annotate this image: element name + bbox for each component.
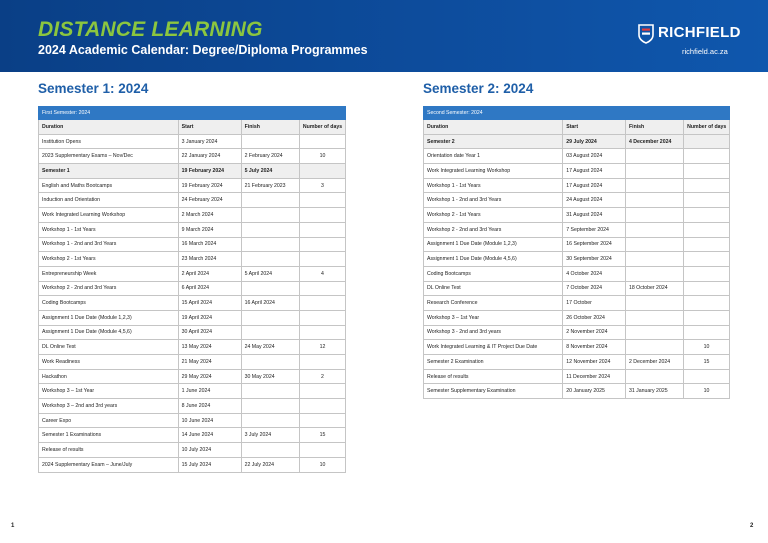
finish-date-cell <box>625 369 683 384</box>
start-date-cell: 6 April 2024 <box>178 281 241 296</box>
start-date-cell: 2 April 2024 <box>178 266 241 281</box>
start-date-cell: 29 May 2024 <box>178 369 241 384</box>
start-date-cell: 26 October 2024 <box>563 310 626 325</box>
finish-date-cell: 2 February 2024 <box>241 149 299 164</box>
column-header: Start <box>178 120 241 135</box>
start-date-cell: 29 July 2024 <box>563 134 626 149</box>
duration-cell: DL Online Test <box>39 340 179 355</box>
finish-date-cell <box>625 222 683 237</box>
days-cell: 12 <box>299 340 345 355</box>
days-cell <box>684 296 730 311</box>
start-date-cell: 7 October 2024 <box>563 281 626 296</box>
table-row <box>39 310 346 325</box>
start-date-cell: 30 September 2024 <box>563 252 626 267</box>
start-date-cell: 31 August 2024 <box>563 208 626 223</box>
days-cell: 3 <box>299 178 345 193</box>
duration-cell: Semester 2 <box>424 134 563 149</box>
days-cell <box>299 164 345 179</box>
days-cell: 10 <box>299 149 345 164</box>
finish-date-cell: 24 May 2024 <box>241 340 299 355</box>
duration-cell: Work Readiness <box>39 355 179 370</box>
table-row <box>39 428 346 443</box>
table-row <box>39 355 346 370</box>
start-date-cell: 9 March 2024 <box>178 222 241 237</box>
table-row <box>424 178 730 193</box>
column-header: Start <box>563 120 626 135</box>
days-cell <box>684 369 730 384</box>
start-date-cell: 10 June 2024 <box>178 413 241 428</box>
finish-date-cell <box>625 252 683 267</box>
duration-cell: Release of results <box>39 443 179 458</box>
days-cell <box>684 310 730 325</box>
column-header: Number of days <box>299 120 345 135</box>
finish-date-cell <box>625 340 683 355</box>
table-row <box>424 237 730 252</box>
start-date-cell: 8 November 2024 <box>563 340 626 355</box>
duration-cell: Workshop 2 - 1st Years <box>39 252 179 267</box>
column-header: Duration <box>424 120 563 135</box>
table-row <box>39 208 346 223</box>
finish-date-cell: 31 January 2025 <box>625 384 683 399</box>
duration-cell: 2023 Supplementary Exams – Nov/Dec <box>39 149 179 164</box>
finish-date-cell <box>241 443 299 458</box>
duration-cell: Assignment 1 Due Date (Module 1,2,3) <box>424 237 563 252</box>
finish-date-cell <box>625 208 683 223</box>
days-cell: 15 <box>299 428 345 443</box>
start-date-cell: 4 October 2024 <box>563 266 626 281</box>
days-cell <box>684 325 730 340</box>
start-date-cell: 17 August 2024 <box>563 178 626 193</box>
finish-date-cell <box>241 413 299 428</box>
days-cell <box>299 252 345 267</box>
column-header: Number of days <box>684 120 730 135</box>
finish-date-cell <box>241 310 299 325</box>
finish-date-cell <box>625 178 683 193</box>
start-date-cell: 24 August 2024 <box>563 193 626 208</box>
days-cell <box>299 237 345 252</box>
days-cell: 10 <box>684 340 730 355</box>
header-banner <box>0 0 768 72</box>
duration-cell: Assignment 1 Due Date (Module 4,5,6) <box>424 252 563 267</box>
duration-cell: Work Integrated Learning & IT Project Due Date <box>424 340 563 355</box>
table-row <box>424 296 730 311</box>
days-cell <box>299 325 345 340</box>
table-row <box>39 325 346 340</box>
days-cell <box>299 193 345 208</box>
start-date-cell: 24 February 2024 <box>178 193 241 208</box>
table-row <box>39 134 346 149</box>
finish-date-cell <box>241 193 299 208</box>
table-row <box>39 384 346 399</box>
table-row <box>39 266 346 281</box>
start-date-cell: 20 January 2025 <box>563 384 626 399</box>
table-row <box>424 340 730 355</box>
start-date-cell: 11 December 2024 <box>563 369 626 384</box>
days-cell <box>299 208 345 223</box>
table-caption: Second Semester: 2024 <box>424 107 730 120</box>
days-cell <box>684 164 730 179</box>
table-row <box>39 164 346 179</box>
days-cell <box>299 281 345 296</box>
table-row <box>39 369 346 384</box>
duration-cell: Coding Bootcamps <box>39 296 179 311</box>
finish-date-cell <box>625 149 683 164</box>
table-row <box>424 193 730 208</box>
duration-cell: Entrepreneurship Week <box>39 266 179 281</box>
days-cell <box>684 281 730 296</box>
duration-cell: Assignment 1 Due Date (Module 4,5,6) <box>39 325 179 340</box>
duration-cell: Orientation date Year 1 <box>424 149 563 164</box>
table-row <box>39 252 346 267</box>
finish-date-cell <box>241 252 299 267</box>
duration-cell: Workshop 3 – 2nd and 3rd years <box>39 399 179 414</box>
duration-cell: Workshop 3 – 1st Year <box>39 384 179 399</box>
finish-date-cell <box>625 164 683 179</box>
finish-date-cell: 3 July 2024 <box>241 428 299 443</box>
finish-date-cell <box>625 193 683 208</box>
duration-cell: Workshop 1 - 1st Years <box>39 222 179 237</box>
duration-cell: Institution Opens <box>39 134 179 149</box>
finish-date-cell: 18 October 2024 <box>625 281 683 296</box>
duration-cell: Workshop 1 - 2nd and 3rd Years <box>39 237 179 252</box>
table-row <box>39 222 346 237</box>
days-cell <box>299 413 345 428</box>
days-cell <box>684 237 730 252</box>
table-row <box>424 384 730 399</box>
finish-date-cell <box>241 325 299 340</box>
start-date-cell: 23 March 2024 <box>178 252 241 267</box>
duration-cell: Work Integrated Learning Workshop <box>424 164 563 179</box>
finish-date-cell <box>625 296 683 311</box>
days-cell <box>299 296 345 311</box>
start-date-cell: 21 May 2024 <box>178 355 241 370</box>
duration-cell: Workshop 3 – 1st Year <box>424 310 563 325</box>
duration-cell: Research Conference <box>424 296 563 311</box>
finish-date-cell <box>625 237 683 252</box>
page-number-right: 2 <box>750 523 754 529</box>
duration-cell: Semester 1 <box>39 164 179 179</box>
duration-cell: Workshop 2 - 2nd and 3rd Years <box>39 281 179 296</box>
semester-1-table <box>38 106 346 473</box>
start-date-cell: 15 July 2024 <box>178 457 241 472</box>
table-row <box>39 340 346 355</box>
column-header: Duration <box>39 120 179 135</box>
finish-date-cell <box>241 134 299 149</box>
table-row <box>424 355 730 370</box>
shield-icon <box>638 24 654 44</box>
table-row <box>39 281 346 296</box>
table-row <box>424 208 730 223</box>
start-date-cell: 8 June 2024 <box>178 399 241 414</box>
finish-date-cell: 5 July 2024 <box>241 164 299 179</box>
table-row <box>424 369 730 384</box>
column-header: Finish <box>625 120 683 135</box>
page-title: DISTANCE LEARNING <box>38 18 263 41</box>
semester-1-heading: Semester 1: 2024 <box>38 81 149 96</box>
duration-cell: Coding Bootcamps <box>424 266 563 281</box>
table-row <box>39 399 346 414</box>
website-link[interactable]: richfield.ac.za <box>682 47 728 56</box>
days-cell <box>684 266 730 281</box>
richfield-logo <box>638 24 741 64</box>
duration-cell: Workshop 1 - 1st Years <box>424 178 563 193</box>
duration-cell: Career Expo <box>39 413 179 428</box>
days-cell <box>684 193 730 208</box>
semester-2-table <box>423 106 730 399</box>
duration-cell: Work Integrated Learning Workshop <box>39 208 179 223</box>
finish-date-cell <box>241 281 299 296</box>
column-header: Finish <box>241 120 299 135</box>
finish-date-cell: 5 April 2024 <box>241 266 299 281</box>
days-cell <box>684 178 730 193</box>
start-date-cell: 03 August 2024 <box>563 149 626 164</box>
table-row <box>424 281 730 296</box>
table-row <box>39 149 346 164</box>
duration-cell: Semester 1 Examinations <box>39 428 179 443</box>
start-date-cell: 16 September 2024 <box>563 237 626 252</box>
duration-cell: Semester Supplementary Examination <box>424 384 563 399</box>
table-row <box>424 149 730 164</box>
finish-date-cell <box>241 208 299 223</box>
table-row <box>424 310 730 325</box>
page-subtitle: 2024 Academic Calendar: Degree/Diploma Programmes <box>38 43 368 57</box>
finish-date-cell <box>241 237 299 252</box>
days-cell: 15 <box>684 355 730 370</box>
finish-date-cell <box>625 266 683 281</box>
duration-cell: Semester 2 Examination <box>424 355 563 370</box>
finish-date-cell: 21 February 2023 <box>241 178 299 193</box>
table-row <box>424 134 730 149</box>
semester-2-heading: Semester 2: 2024 <box>423 81 534 96</box>
table-row <box>39 237 346 252</box>
days-cell <box>684 134 730 149</box>
logo-wordmark: RICHFIELD <box>658 24 741 41</box>
days-cell <box>684 208 730 223</box>
table-caption: First Semester: 2024 <box>39 107 346 120</box>
days-cell: 2 <box>299 369 345 384</box>
days-cell <box>684 252 730 267</box>
finish-date-cell <box>241 355 299 370</box>
duration-cell: Hackathon <box>39 369 179 384</box>
duration-cell: DL Online Test <box>424 281 563 296</box>
duration-cell: English and Maths Bootcamps <box>39 178 179 193</box>
table-row <box>424 164 730 179</box>
days-cell <box>299 399 345 414</box>
start-date-cell: 19 February 2024 <box>178 164 241 179</box>
days-cell <box>684 149 730 164</box>
start-date-cell: 3 January 2024 <box>178 134 241 149</box>
start-date-cell: 19 February 2024 <box>178 178 241 193</box>
finish-date-cell: 30 May 2024 <box>241 369 299 384</box>
table-row <box>39 296 346 311</box>
table-caption-row <box>39 107 346 120</box>
duration-cell: Workshop 2 - 2nd and 3rd Years <box>424 222 563 237</box>
start-date-cell: 19 April 2024 <box>178 310 241 325</box>
duration-cell: Release of results <box>424 369 563 384</box>
duration-cell: Workshop 1 - 2nd and 3rd Years <box>424 193 563 208</box>
days-cell <box>299 134 345 149</box>
start-date-cell: 30 April 2024 <box>178 325 241 340</box>
finish-date-cell <box>241 384 299 399</box>
table-header-row <box>424 120 730 135</box>
finish-date-cell <box>241 399 299 414</box>
start-date-cell: 16 March 2024 <box>178 237 241 252</box>
start-date-cell: 13 May 2024 <box>178 340 241 355</box>
table-row <box>39 457 346 472</box>
table-row <box>39 193 346 208</box>
start-date-cell: 2 March 2024 <box>178 208 241 223</box>
finish-date-cell <box>241 222 299 237</box>
duration-cell: Workshop 3 - 2nd and 3rd years <box>424 325 563 340</box>
page-number-left: 1 <box>11 523 15 529</box>
days-cell <box>684 222 730 237</box>
start-date-cell: 17 October <box>563 296 626 311</box>
finish-date-cell <box>625 325 683 340</box>
days-cell <box>299 355 345 370</box>
days-cell: 10 <box>684 384 730 399</box>
start-date-cell: 12 November 2024 <box>563 355 626 370</box>
table-row <box>39 443 346 458</box>
duration-cell: Workshop 2 - 1st Years <box>424 208 563 223</box>
finish-date-cell <box>625 310 683 325</box>
start-date-cell: 2 November 2024 <box>563 325 626 340</box>
start-date-cell: 7 September 2024 <box>563 222 626 237</box>
finish-date-cell: 4 December 2024 <box>625 134 683 149</box>
days-cell: 4 <box>299 266 345 281</box>
finish-date-cell: 2 December 2024 <box>625 355 683 370</box>
days-cell <box>299 384 345 399</box>
table-caption-row <box>424 107 730 120</box>
table-row <box>39 413 346 428</box>
table-row <box>424 266 730 281</box>
duration-cell: Induction and Orientation <box>39 193 179 208</box>
finish-date-cell: 22 July 2024 <box>241 457 299 472</box>
days-cell <box>299 222 345 237</box>
start-date-cell: 10 July 2024 <box>178 443 241 458</box>
days-cell: 10 <box>299 457 345 472</box>
finish-date-cell: 16 April 2024 <box>241 296 299 311</box>
table-row <box>424 252 730 267</box>
table-row <box>424 222 730 237</box>
days-cell <box>299 310 345 325</box>
table-row <box>39 178 346 193</box>
start-date-cell: 1 June 2024 <box>178 384 241 399</box>
start-date-cell: 22 January 2024 <box>178 149 241 164</box>
start-date-cell: 17 August 2024 <box>563 164 626 179</box>
table-row <box>424 325 730 340</box>
duration-cell: Assignment 1 Due Date (Module 1,2,3) <box>39 310 179 325</box>
days-cell <box>299 443 345 458</box>
start-date-cell: 14 June 2024 <box>178 428 241 443</box>
start-date-cell: 15 April 2024 <box>178 296 241 311</box>
duration-cell: 2024 Supplementary Exam – June/July <box>39 457 179 472</box>
table-header-row <box>39 120 346 135</box>
